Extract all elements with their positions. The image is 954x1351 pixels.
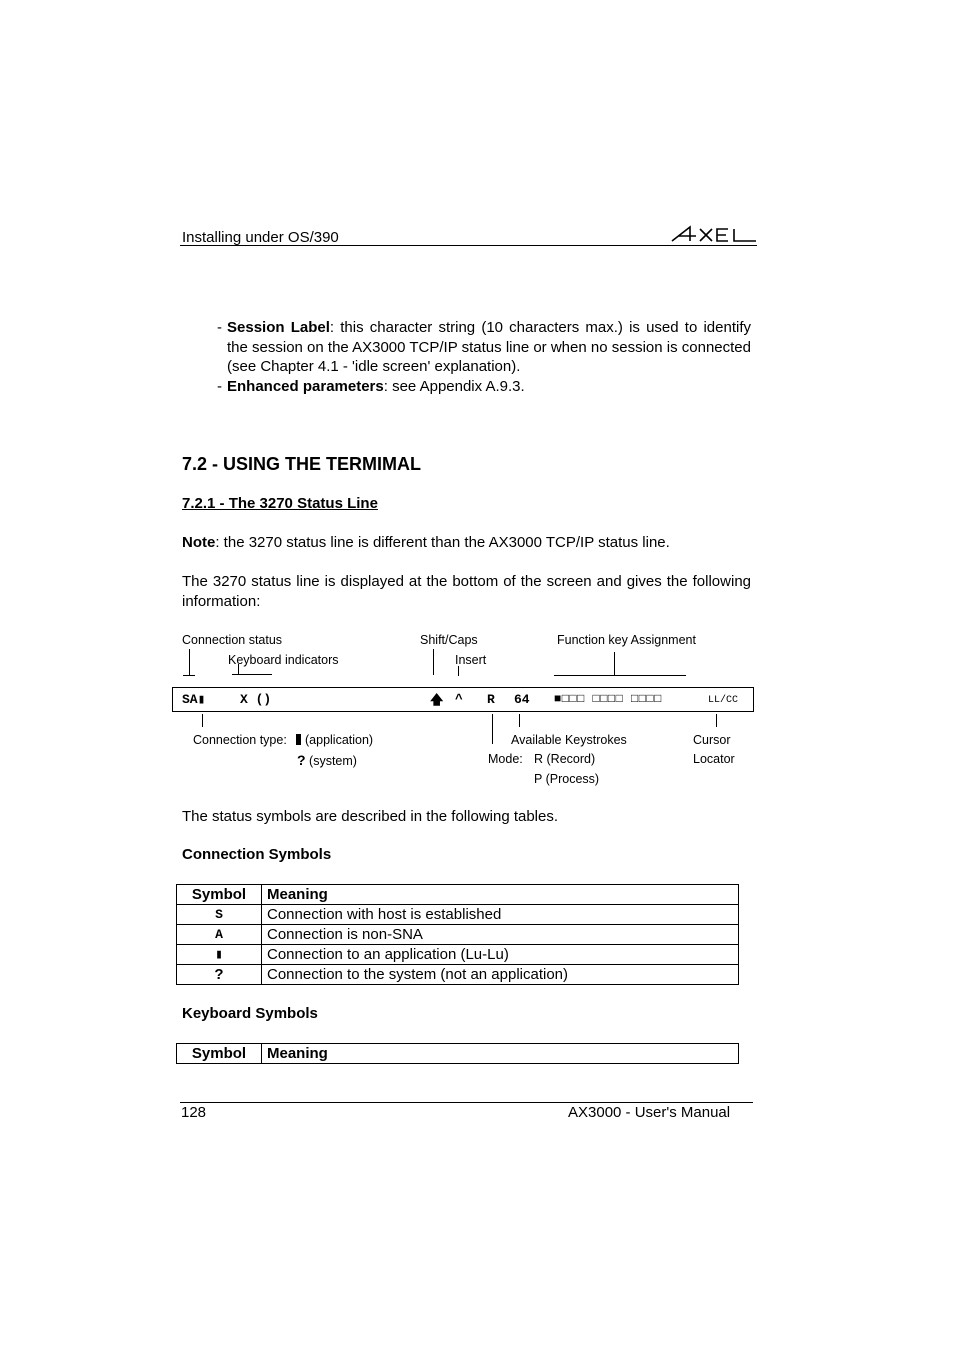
bullet-session-label xyxy=(217,318,751,377)
bullet-text: : this character string (10 characters max.) is used to identify the session on the AX3000 TCP/IP status line or when no session is connected (see Chapter 4.1 - 'idle screen' explanation). xyxy=(227,319,751,375)
status-count: 64 xyxy=(514,692,530,707)
connector-keyboard-foot xyxy=(232,674,272,675)
label-mode-p: P (Process) xyxy=(534,772,600,786)
meaning-cell: Connection with host is established xyxy=(262,905,739,925)
label-system-text: (system) xyxy=(309,754,357,768)
bullet-enhanced-parameters xyxy=(217,377,751,397)
status-caret: ^ xyxy=(455,692,463,707)
manual-title: AX3000 - User's Manual xyxy=(568,1104,731,1121)
meaning-cell: Connection to the system (not an application) xyxy=(262,965,739,985)
symbol-cell: ▮ xyxy=(177,945,262,965)
status-sa: SA▮ xyxy=(182,692,206,707)
bullet-term: Enhanced parameters xyxy=(227,377,384,395)
table-header-meaning: Meaning xyxy=(262,1044,739,1064)
table-row xyxy=(177,965,739,985)
label-shift-caps: Shift/Caps xyxy=(420,633,478,647)
application-block-icon xyxy=(296,734,301,745)
parameter-bullets xyxy=(217,318,751,396)
label-connection-type: Connection type: xyxy=(193,733,287,747)
note-paragraph xyxy=(182,533,670,553)
bullet-dash: - xyxy=(217,319,222,336)
shift-arrow-icon: 🡅 xyxy=(430,693,444,708)
label-connection-status: Connection status xyxy=(182,633,283,647)
bullet-text: : see Appendix A.9.3. xyxy=(383,377,525,395)
page-number: 128 xyxy=(181,1104,207,1121)
table-row xyxy=(177,925,739,945)
header-rule xyxy=(180,245,757,246)
label-mode: Mode: xyxy=(488,752,523,766)
note-text: : the 3270 status line is different than the AX3000 TCP/IP status line. xyxy=(215,534,670,551)
table-header-meaning: Meaning xyxy=(262,885,739,905)
connector-shift-caps xyxy=(433,649,434,675)
table-header-symbol: Symbol xyxy=(177,1044,262,1064)
label-cursor: Cursor xyxy=(693,733,731,747)
connector-cursor xyxy=(716,714,717,727)
axel-logo xyxy=(668,221,758,247)
running-header: Installing under OS/390 xyxy=(182,229,339,246)
status-x: X () xyxy=(240,692,272,707)
label-question-mark: ? xyxy=(297,752,306,768)
label-system xyxy=(297,752,357,768)
connection-symbols-table xyxy=(176,884,739,985)
connector-mode xyxy=(492,714,493,744)
section-title: 7.2 - USING THE TERMIMAL xyxy=(182,454,422,474)
symbol-cell: A xyxy=(177,925,262,945)
meaning-cell: Connection is non-SNA xyxy=(262,925,739,945)
connector-function-key-foot xyxy=(554,675,686,676)
connector-connection-status-foot xyxy=(183,675,195,676)
subsection-title: 7.2.1 - The 3270 Status Line xyxy=(182,495,378,512)
status-r: R xyxy=(487,692,495,707)
connector-function-key xyxy=(614,652,615,675)
status-llcc: LL/CC xyxy=(708,695,739,706)
bullet-term: Session Label xyxy=(227,319,330,336)
label-application xyxy=(296,733,373,747)
label-application-text: (application) xyxy=(305,733,374,747)
keyboard-symbols-table xyxy=(176,1043,739,1064)
note-label: Note xyxy=(182,534,216,551)
table-header-symbol: Symbol xyxy=(177,885,262,905)
table-header-row xyxy=(177,885,739,905)
table-row xyxy=(177,905,739,925)
connector-connection-status xyxy=(189,649,190,675)
table-row xyxy=(177,945,739,965)
connector-connection-type xyxy=(202,714,203,727)
connector-keystrokes xyxy=(519,714,520,727)
connector-insert xyxy=(458,666,459,676)
footer-rule xyxy=(180,1102,753,1103)
keyboard-symbols-title: Keyboard Symbols xyxy=(182,1005,318,1022)
table-header-row xyxy=(177,1044,739,1064)
intro-paragraph: The 3270 status line is displayed at the bottom of the screen and gives the following information: xyxy=(182,573,751,610)
connection-symbols-title: Connection Symbols xyxy=(182,846,332,863)
bullet-dash: - xyxy=(217,377,222,395)
label-available-keystrokes: Available Keystrokes xyxy=(511,733,627,747)
status-fkeys: ■□□□ □□□□ □□□□ xyxy=(554,692,662,706)
label-locator: Locator xyxy=(693,752,735,766)
symbol-cell: S xyxy=(177,905,262,925)
label-insert: Insert xyxy=(455,653,487,667)
status-description: The status symbols are described in the following tables. xyxy=(182,808,559,825)
label-keyboard-indicators: Keyboard indicators xyxy=(228,653,339,667)
symbol-cell: ? xyxy=(177,965,262,985)
meaning-cell: Connection to an application (Lu-Lu) xyxy=(262,945,739,965)
label-function-key: Function key Assignment xyxy=(557,633,696,647)
label-mode-r: R (Record) xyxy=(534,752,596,766)
